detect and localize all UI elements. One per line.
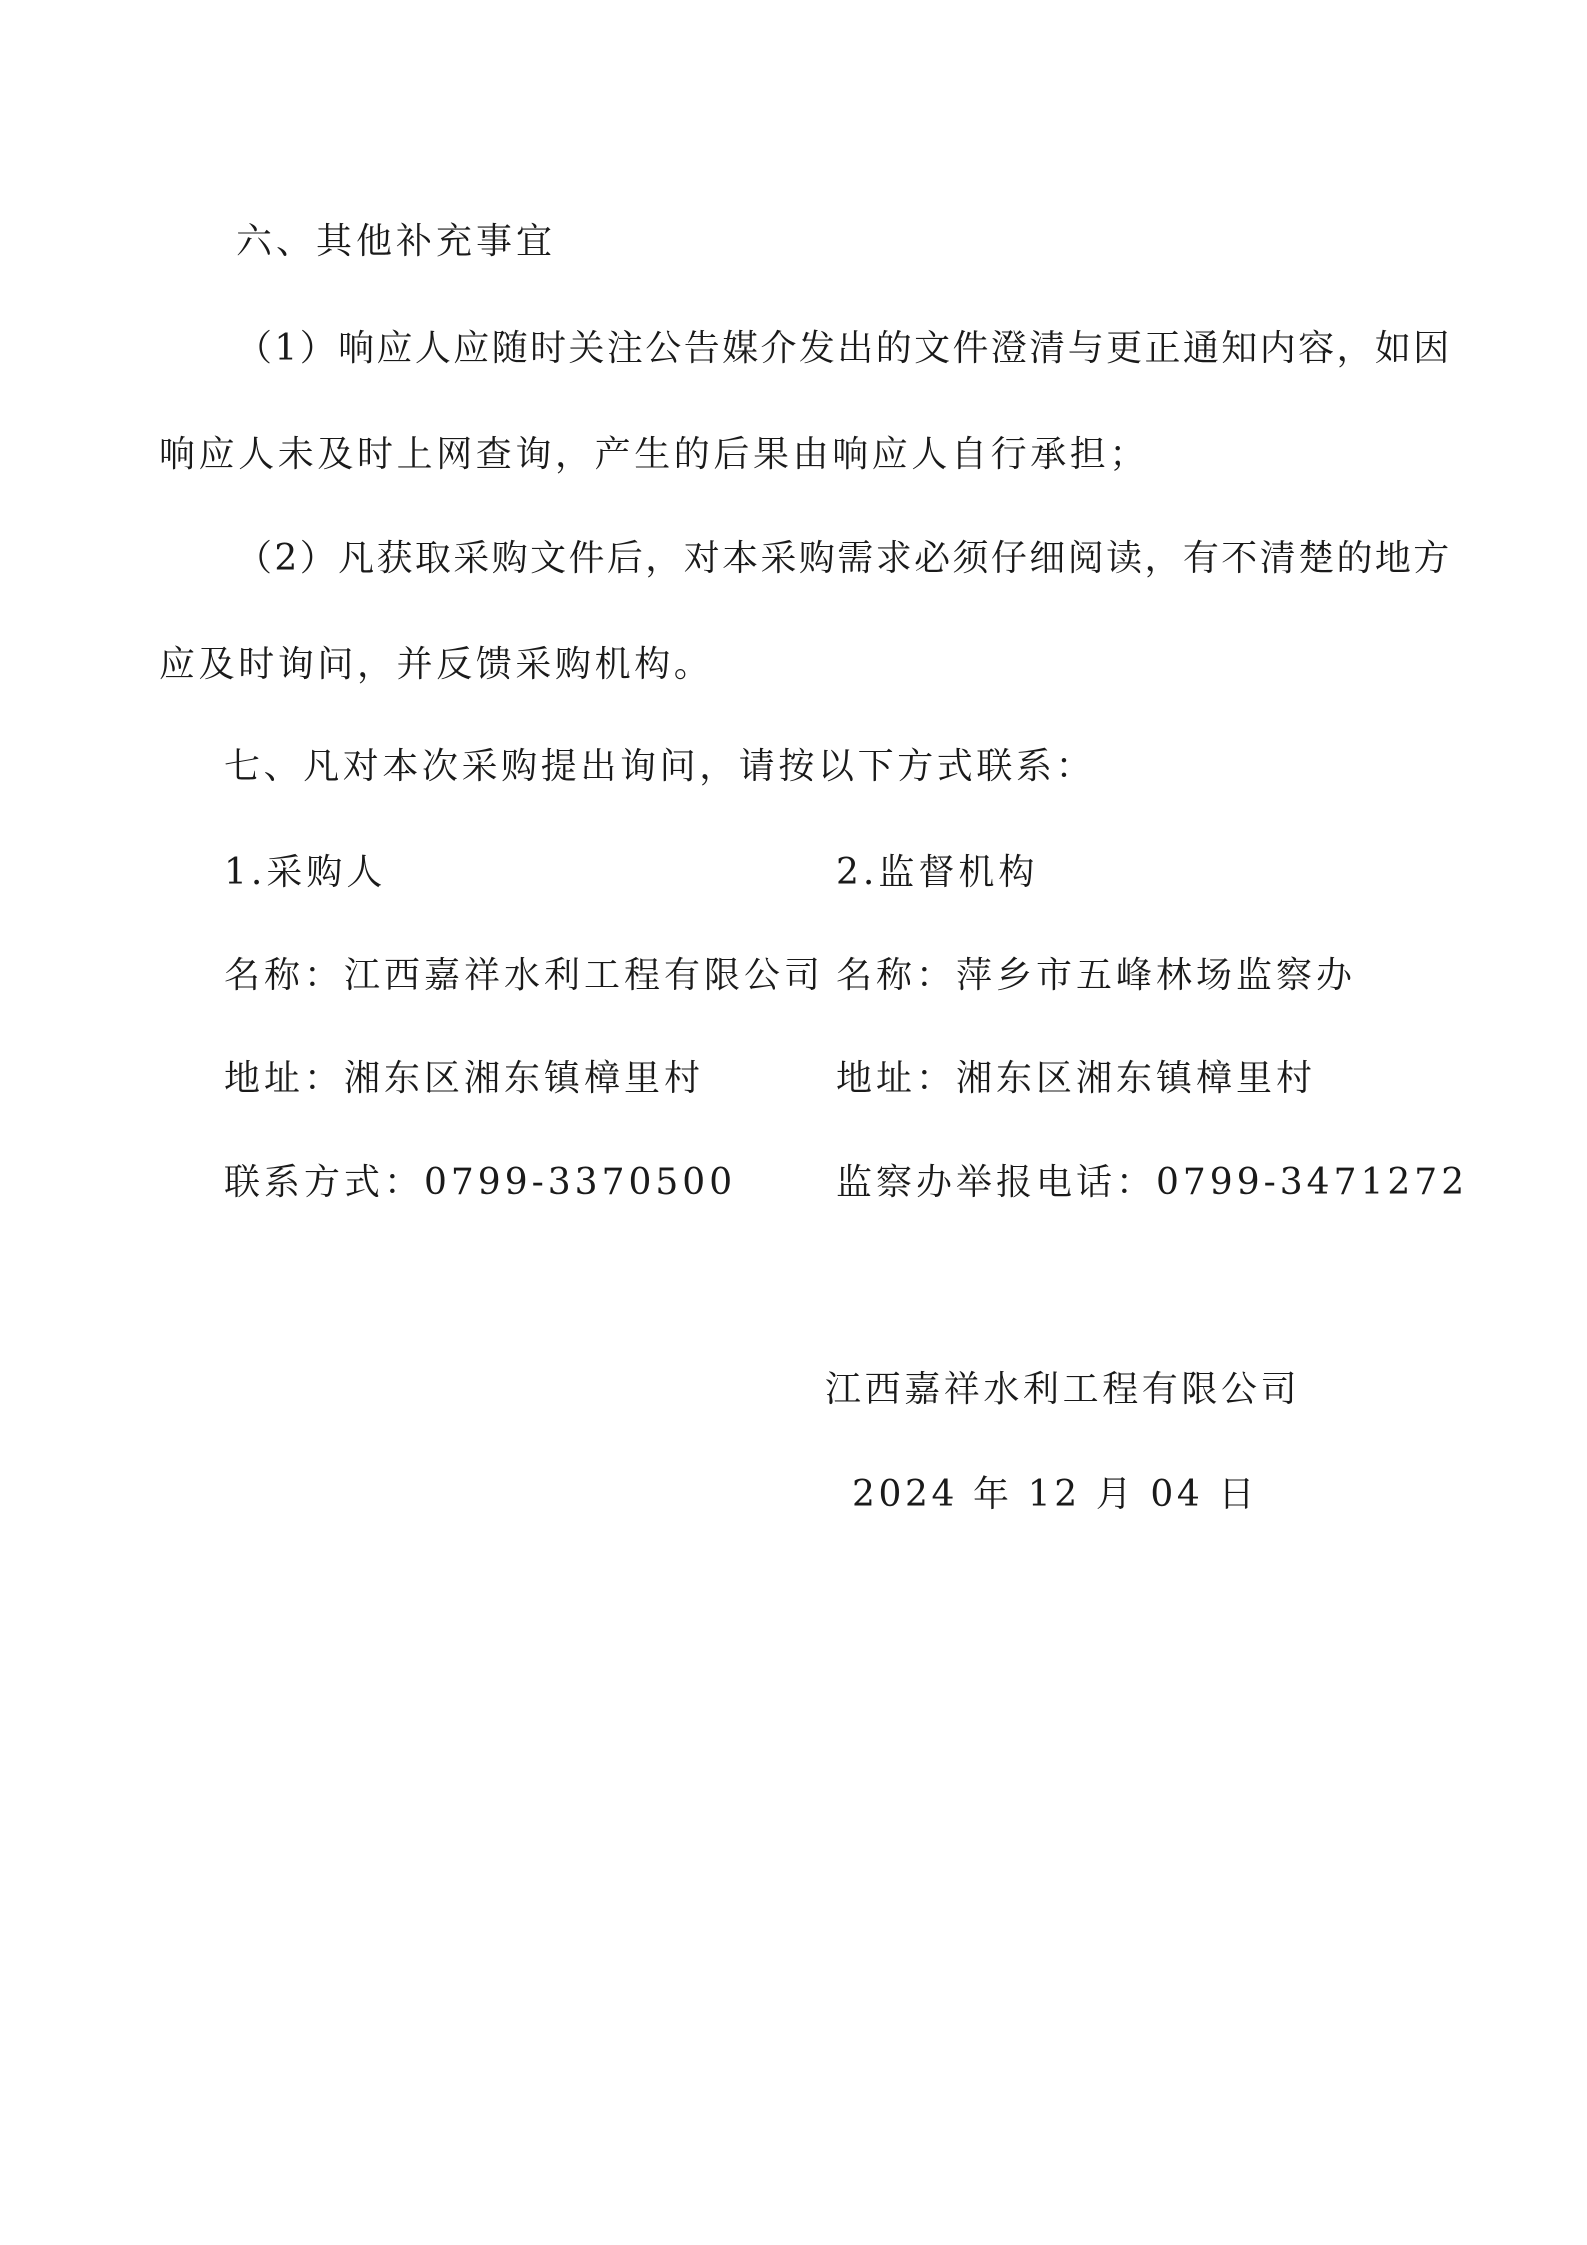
paragraph-item1-line1: （1）响应人应随时关注公告媒介发出的文件澄清与更正通知内容，如因	[236, 328, 1452, 369]
signature-date: 2024 年 12 月 04 日	[852, 1474, 1259, 1515]
purchaser-address: 地址：湘东区湘东镇樟里村	[224, 1058, 705, 1099]
purchaser-contact: 联系方式：0799-3370500	[224, 1162, 737, 1203]
purchaser-title: 1.采购人	[224, 852, 387, 893]
paragraph-item1-line2: 响应人未及时上网查询，产生的后果由响应人自行承担；	[159, 434, 1150, 475]
supervisor-contact: 监察办举报电话：0799-3471272	[836, 1162, 1469, 1203]
supervisor-name: 名称：萍乡市五峰林场监察办	[836, 955, 1357, 996]
section-heading-other-matters: 六、其他补充事宜	[236, 221, 557, 262]
supervisor-address: 地址：湘东区湘东镇樟里村	[836, 1058, 1317, 1099]
section-heading-contact: 七、凡对本次采购提出询问，请按以下方式联系：	[224, 746, 1096, 787]
paragraph-item2-line1: （2）凡获取采购文件后，对本采购需求必须仔细阅读，有不清楚的地方	[236, 538, 1452, 579]
supervisor-title: 2.监督机构	[836, 852, 1039, 893]
purchaser-name: 名称：江西嘉祥水利工程有限公司	[224, 955, 825, 996]
paragraph-item2-line2: 应及时询问，并反馈采购机构。	[159, 644, 714, 685]
signature-company: 江西嘉祥水利工程有限公司	[825, 1369, 1301, 1410]
